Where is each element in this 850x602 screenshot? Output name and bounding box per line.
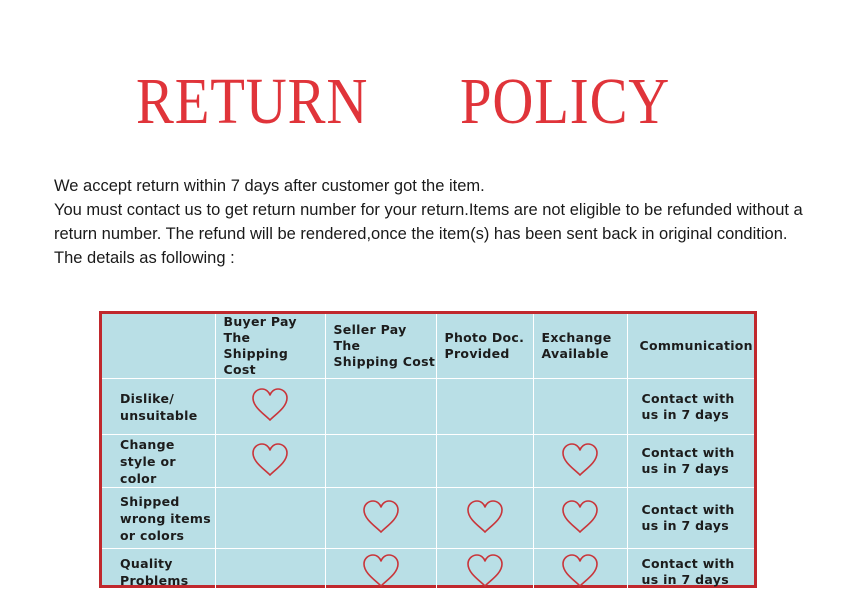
communication-line: Contact with: [641, 445, 735, 460]
table-row: [102, 379, 754, 435]
communication-line: Contact with: [641, 556, 735, 572]
row-label-line: Change: [120, 436, 175, 452]
header-exchange: Exchange Available: [533, 314, 627, 379]
communication-cell: [627, 379, 754, 435]
table-header-row: [102, 314, 754, 379]
mark-cell: [436, 379, 533, 435]
communication-cell: [627, 549, 754, 596]
intro-line: We accept return within 7 days after customer got the item.: [54, 177, 485, 195]
mark-cell: [215, 435, 325, 488]
mark-cell: [325, 488, 436, 549]
row-label-line: Problems: [120, 573, 189, 589]
heart-outline-icon: [361, 499, 401, 535]
heart-outline-icon: [250, 387, 290, 423]
title-word-return: RETURN: [136, 65, 369, 138]
row-label: [102, 549, 215, 596]
intro-line: The details as following :: [54, 249, 235, 267]
intro-line: You must contact us to get return number for your return.Items are not eligible to be refunded without a return number. The refund will be rendered,once the item(s) has been sent back in original condition.: [54, 201, 803, 243]
header-empty-cell: [102, 314, 215, 379]
mark-cell: [436, 488, 533, 549]
row-label-line: Dislike/: [120, 390, 175, 406]
mark-cell: [436, 549, 533, 596]
heart-outline-icon: [465, 499, 505, 535]
communication-line: us in 7 days: [641, 572, 729, 588]
row-label: [102, 488, 215, 549]
mark-cell: [325, 379, 436, 435]
header-seller-pay: Seller Pay The Shipping Cost: [325, 314, 436, 379]
mark-cell: [215, 379, 325, 435]
mark-cell: [533, 435, 627, 488]
communication-line: us in 7 days: [641, 461, 729, 476]
heart-outline-icon: [465, 553, 505, 589]
heart-outline-icon: [560, 442, 600, 478]
mark-cell: [325, 549, 436, 596]
table-row: [102, 488, 754, 549]
mark-cell: [533, 488, 627, 549]
heart-outline-icon: [250, 442, 290, 478]
mark-cell: [215, 488, 325, 549]
row-label-line: Shipped: [120, 493, 180, 509]
communication-line: us in 7 days: [641, 406, 729, 422]
row-label-line: style or color: [120, 453, 176, 486]
title-word-policy: POLICY: [460, 65, 671, 138]
header-buyer-pay: Buyer Pay The Shipping Cost: [215, 314, 325, 379]
communication-line: us in 7 days: [641, 518, 729, 533]
row-label-line: or colors: [120, 527, 185, 543]
mark-cell: [533, 379, 627, 435]
communication-line: Contact with: [641, 502, 735, 517]
mark-cell: [436, 435, 533, 488]
page-title: [0, 62, 850, 142]
row-label-line: Quality: [120, 556, 173, 572]
mark-cell: [325, 435, 436, 488]
return-policy-table: [99, 311, 757, 588]
header-communication: Communication: [627, 314, 754, 379]
heart-outline-icon: [361, 553, 401, 589]
communication-line: Contact with: [641, 390, 735, 406]
row-label: [102, 435, 215, 488]
table-row: [102, 549, 754, 596]
row-label-line: wrong items: [120, 510, 212, 526]
communication-cell: [627, 435, 754, 488]
header-photo-doc: Photo Doc. Provided: [436, 314, 533, 379]
heart-outline-icon: [560, 553, 600, 589]
mark-cell: [533, 549, 627, 596]
mark-cell: [215, 549, 325, 596]
intro-text: [54, 174, 834, 270]
communication-cell: [627, 488, 754, 549]
row-label-line: unsuitable: [120, 407, 198, 423]
heart-outline-icon: [560, 499, 600, 535]
row-label: [102, 379, 215, 435]
table-row: [102, 435, 754, 488]
